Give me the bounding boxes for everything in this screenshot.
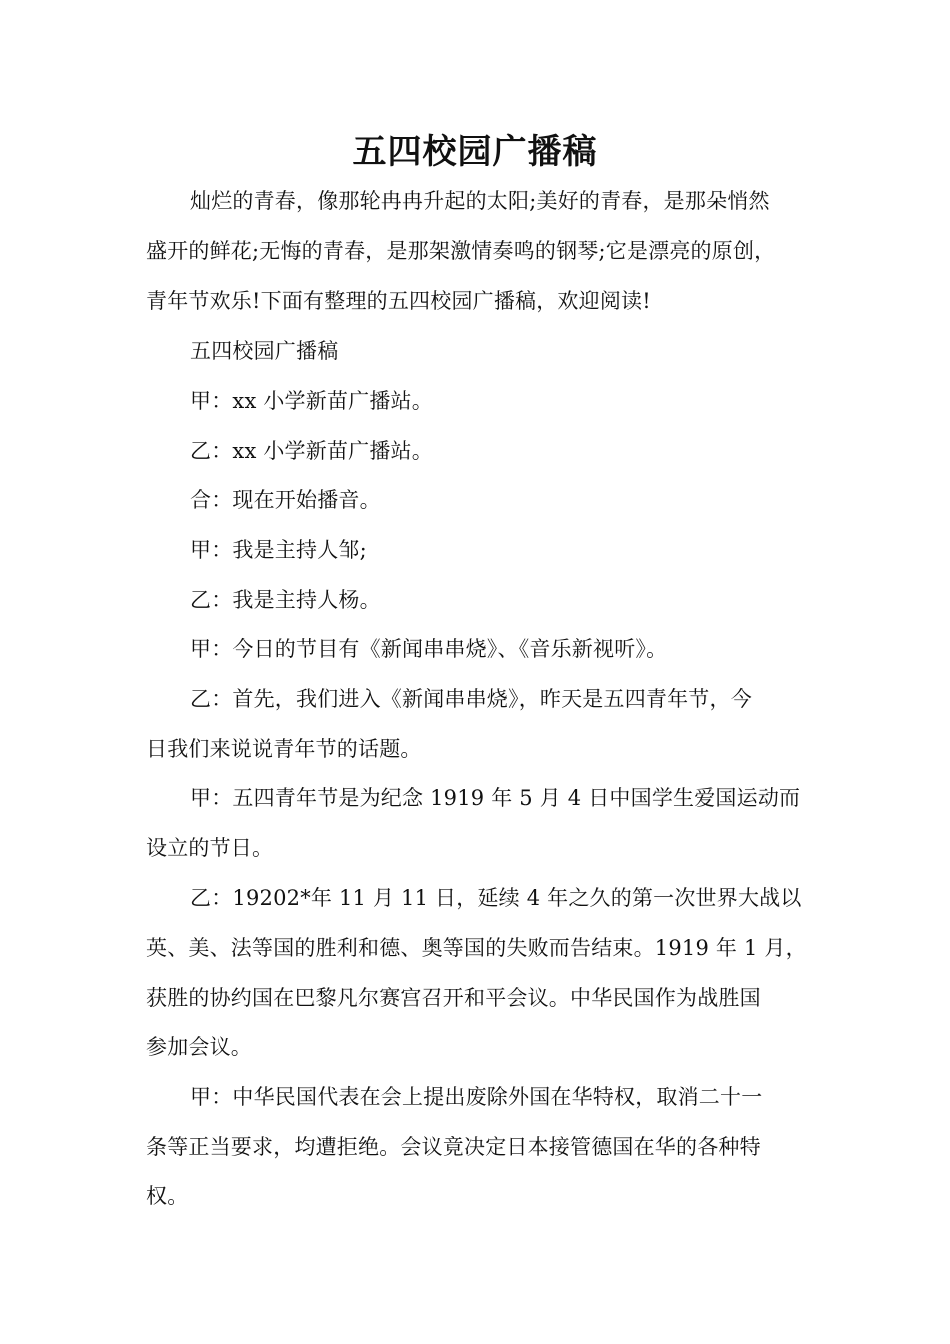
dialogue-line: 权。	[146, 1184, 189, 1208]
dialogue-line: 参加会议。	[146, 1035, 252, 1059]
dialogue-line: 英、美、法等国的胜利和德、奥等国的失败而告结束。1919 年 1 月，	[146, 936, 807, 960]
document-title: 五四校园广播稿	[352, 132, 598, 172]
paragraph-line: 盛开的鲜花;无悔的青春，是那架激情奏鸣的钢琴;它是漂亮的原创，	[146, 239, 776, 263]
dialogue-line: 甲：今日的节目有《新闻串串烧》、《音乐新视听》。	[190, 637, 668, 661]
dialogue-line: 设立的节日。	[146, 836, 274, 860]
subtitle-line: 五四校园广播稿	[190, 339, 339, 363]
dialogue-line: 乙：xx 小学新苗广播站。	[190, 439, 433, 463]
dialogue-line: 甲：xx 小学新苗广播站。	[190, 389, 433, 413]
paragraph-line: 灿烂的青春，像那轮冉冉升起的太阳;美好的青春，是那朵悄然	[190, 189, 770, 213]
dialogue-line: 日我们来说说青年节的话题。	[146, 737, 422, 761]
dialogue-line: 乙：首先，我们进入《新闻串串烧》，昨天是五四青年节，今	[190, 687, 752, 711]
dialogue-line: 获胜的协约国在巴黎凡尔赛宫召开和平会议。中华民国作为战胜国	[146, 986, 761, 1010]
dialogue-line: 条等正当要求，均遭拒绝。会议竟决定日本接管德国在华的各种特	[146, 1135, 761, 1159]
dialogue-line: 甲：中华民国代表在会上提出废除外国在华特权，取消二十一	[190, 1085, 763, 1109]
dialogue-line: 乙：我是主持人杨。	[190, 588, 381, 612]
dialogue-line: 合：现在开始播音。	[190, 488, 381, 512]
dialogue-line: 甲：五四青年节是为纪念 1919 年 5 月 4 日中国学生爱国运动而	[190, 786, 801, 810]
dialogue-line: 乙：19202*年 11 月 11 日，延续 4 年之久的第一次世界大战以	[190, 886, 802, 910]
dialogue-line: 甲：我是主持人邹;	[190, 538, 367, 562]
paragraph-line: 青年节欢乐!下面有整理的五四校园广播稿，欢迎阅读!	[146, 289, 651, 313]
